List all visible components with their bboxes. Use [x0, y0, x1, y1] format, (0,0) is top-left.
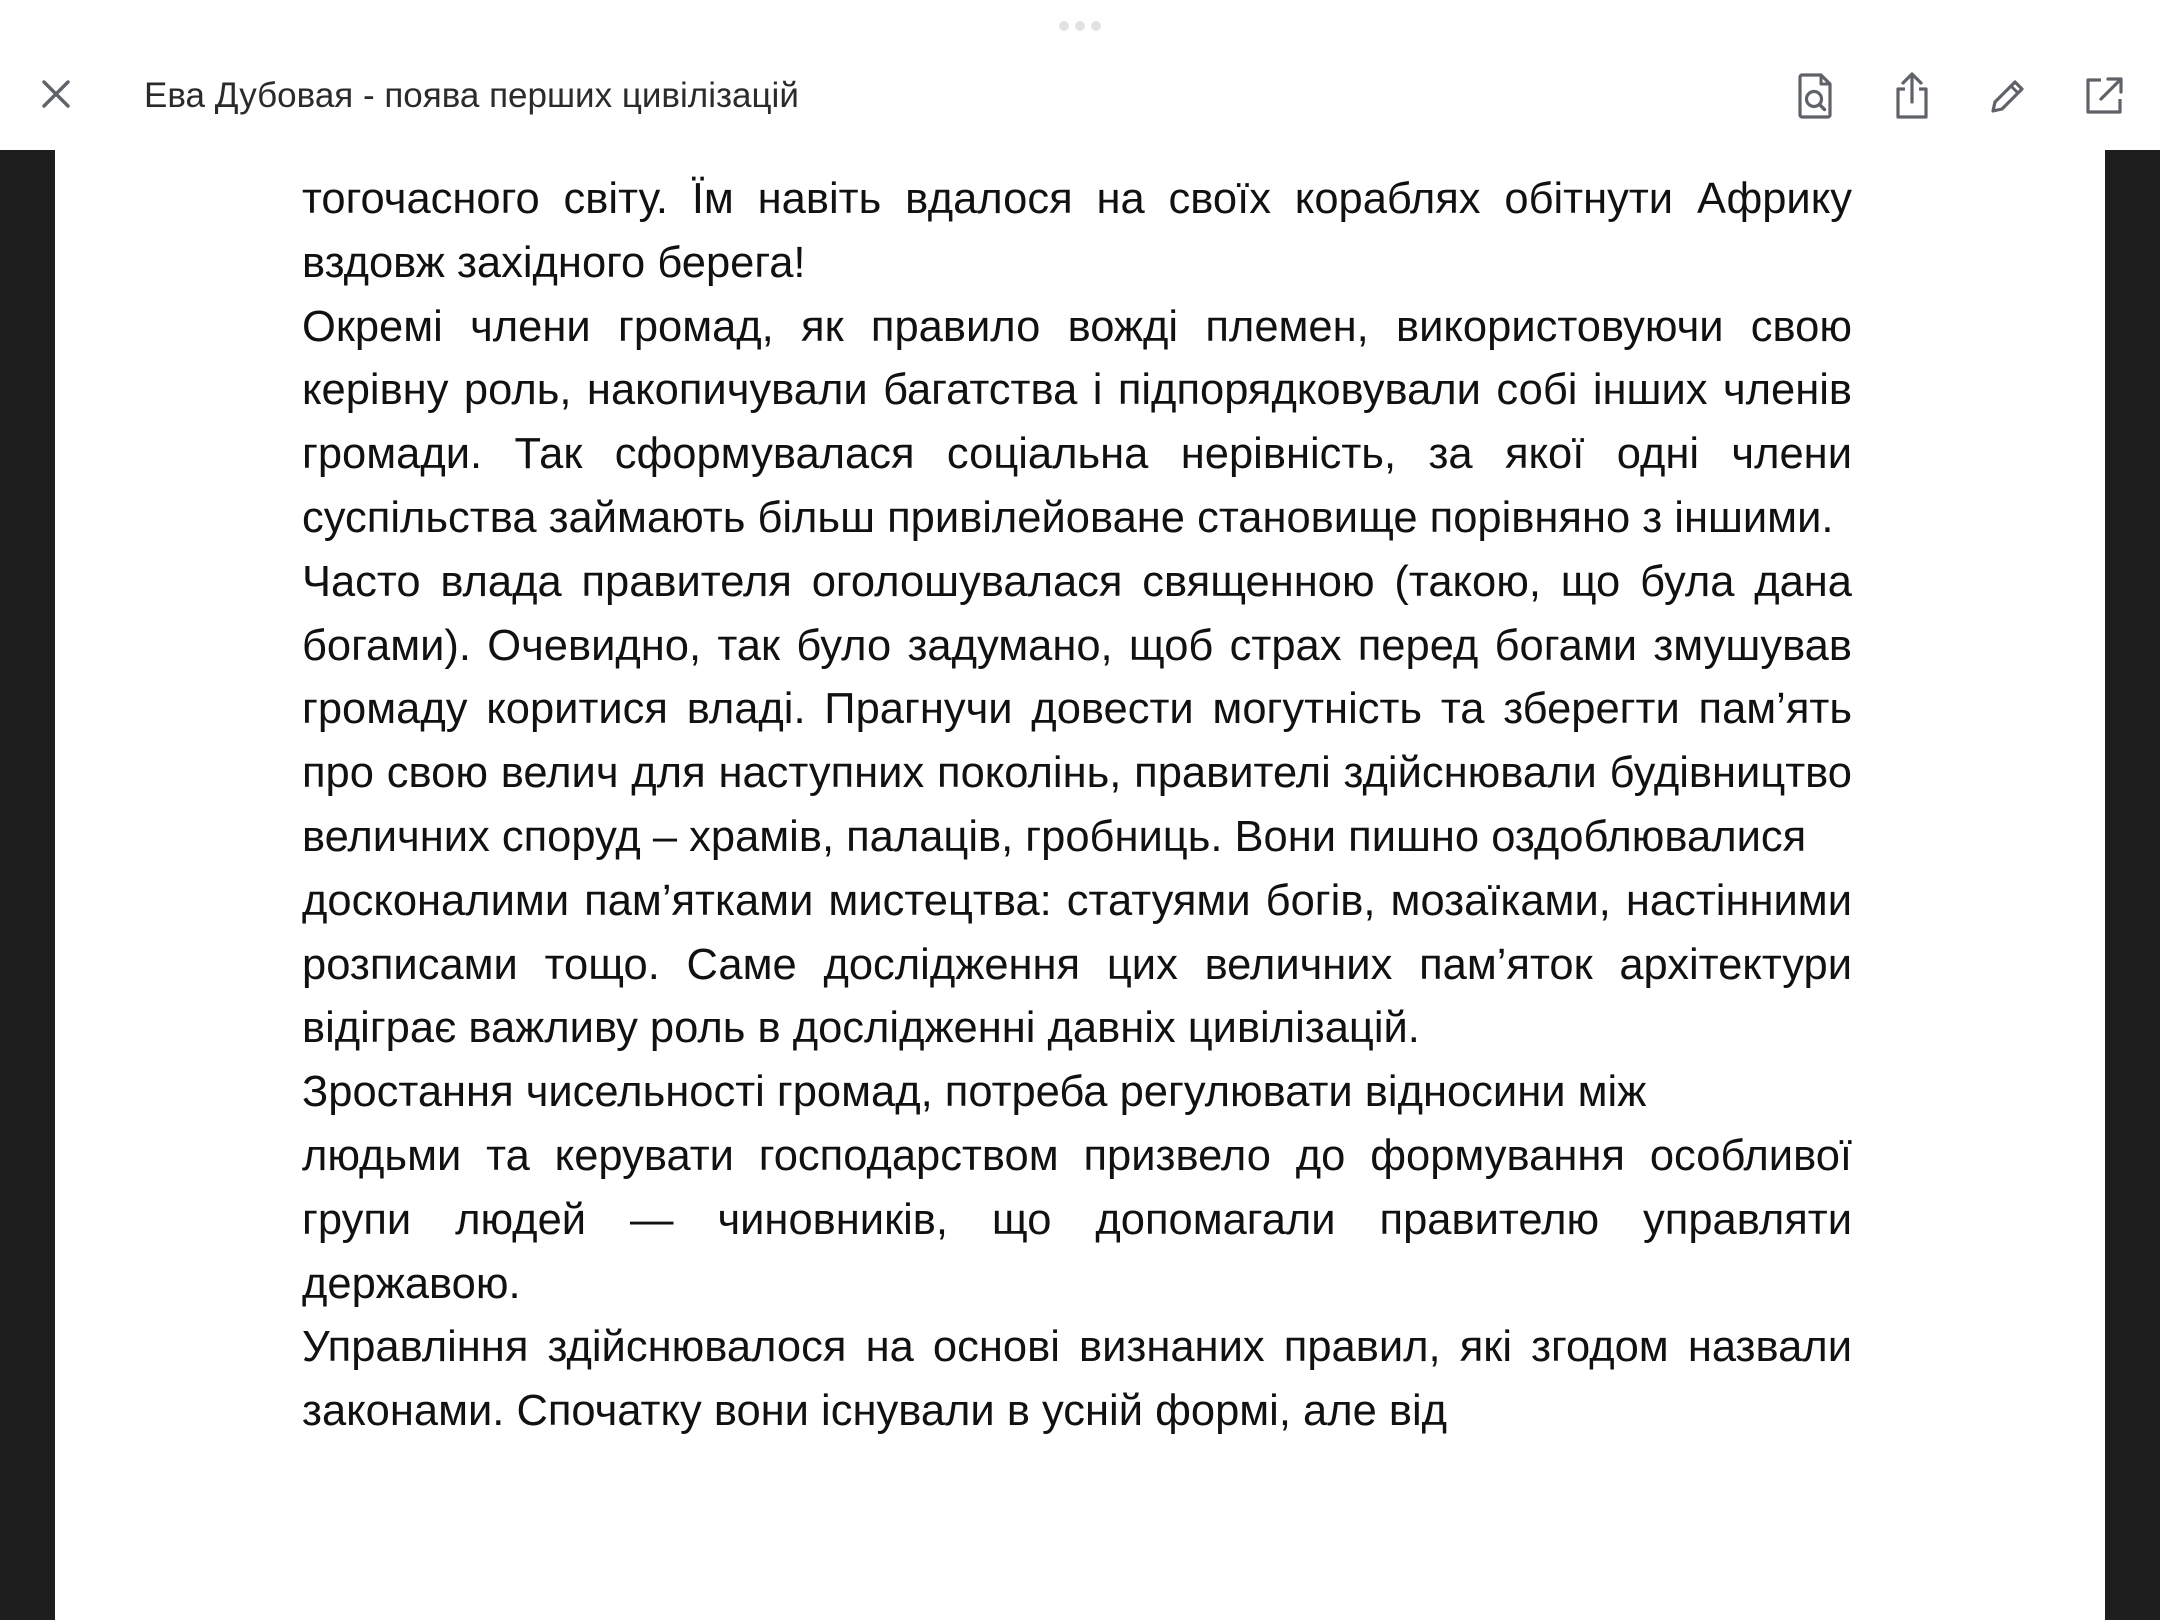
paragraph: людьми та керувати господарством призвело до формування особливої групи людей — чиновників, що допомагали правителю управляти державою.	[302, 1131, 1852, 1308]
document-body	[302, 168, 1852, 1444]
close-button[interactable]	[30, 68, 82, 120]
edit-button[interactable]	[1980, 68, 2036, 124]
paragraph: досконалими пам’ятками мистецтва: статуями богів, мозаїками, настінними розписами тощо. Саме дослідження цих величних пам’яток архітектури відіграє важливу роль в дослідженні давніх цивілізацій.	[302, 876, 1852, 1053]
close-icon	[41, 79, 71, 109]
paragraph: Управління здійснювалося на основі визнаних правил, які згодом назвали законами. Спочатку вони існували в усній формі, але від	[302, 1323, 1852, 1436]
document-search-icon	[1796, 72, 1836, 120]
document-title: Ева Дубовая - поява перших цивілізацій	[144, 76, 799, 115]
paragraph: Окремі члени громад, як правило вожді племен, використовуючи свою керівну роль, накопичували багатства і підпорядковували собі інших членів громади. Так сформувалася соціальна нерівність, за якої одні члени суспільства займають більш привілейоване становище порівняно з іншими.	[302, 302, 1852, 542]
open-in-app-button[interactable]	[2076, 68, 2132, 124]
open-external-icon	[2083, 75, 2125, 117]
paragraph: Зростання чисельності громад, потреба регулювати відносини між	[302, 1068, 1647, 1117]
paragraph: тогочасного світу. Їм навіть вдалося на своїх кораблях обітнути Африку вздовж західного берега!	[302, 175, 1852, 287]
paragraph: Часто влада правителя оголошувалася священною (такою, що була дана богами). Очевидно, так було задумано, щоб страх перед богами змушував громаду коритися владі. Прагнучи довести могутність та зберегти пам’ять про свою велич для наступних поколінь, правителі здійснювали будівництво величних споруд – храмів, палаців, гробниць. Вони пишно оздоблювалися	[302, 557, 1852, 861]
search-in-document-button[interactable]	[1788, 68, 1844, 124]
share-button[interactable]	[1884, 68, 1940, 124]
document-header	[0, 0, 2160, 150]
pencil-icon	[1988, 76, 2028, 116]
share-icon	[1892, 71, 1932, 121]
document-page[interactable]	[55, 150, 2105, 1620]
drag-handle[interactable]	[1056, 20, 1104, 32]
